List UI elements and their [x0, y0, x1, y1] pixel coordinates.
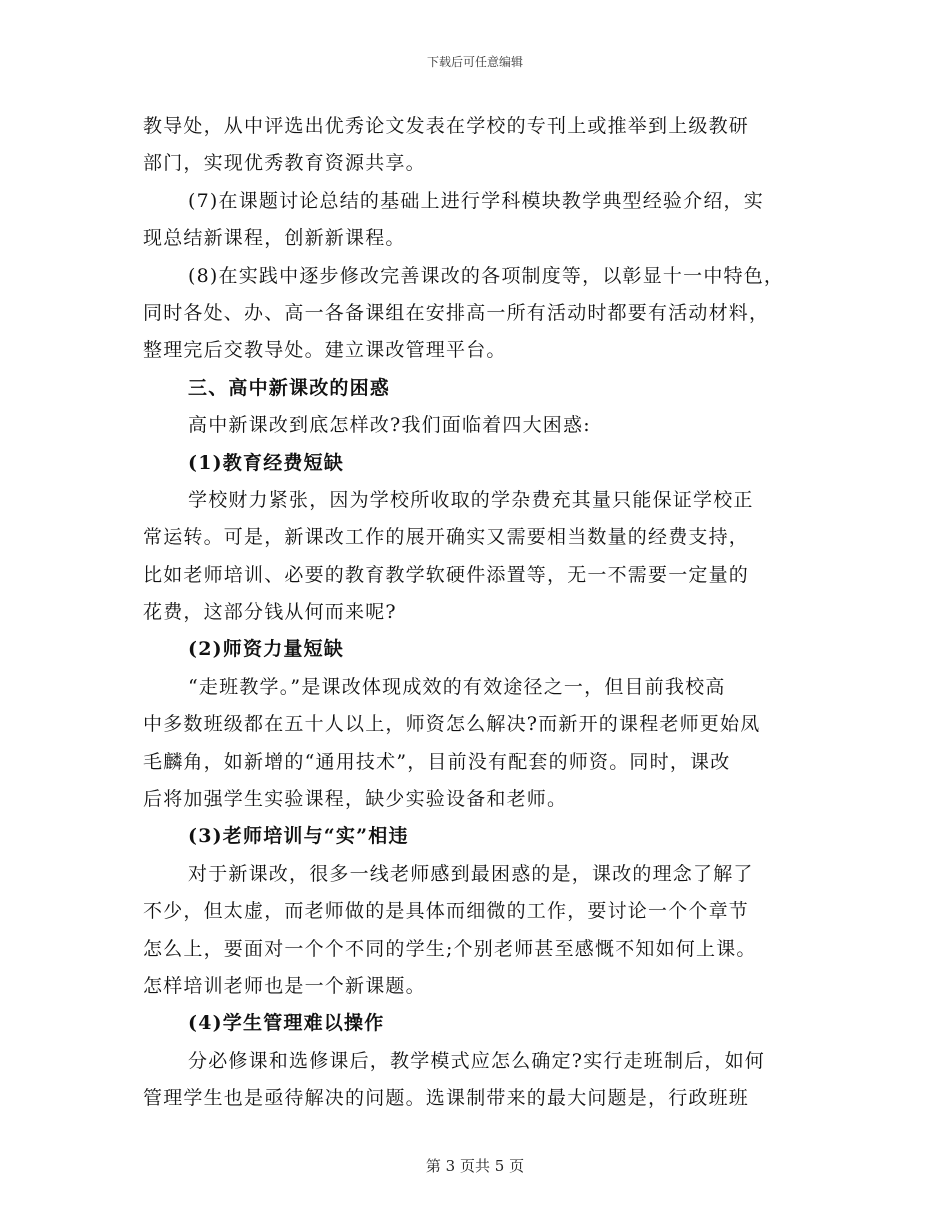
text-line: 毛麟角，如新增的“通用技术”，目前没有配套的师资。同时，课改: [143, 750, 731, 773]
text-line: 花费，这部分钱从何而来呢?: [143, 601, 397, 624]
text-line: 对于新课改，很多一线老师感到最困惑的是，课改的理念了解了: [188, 862, 754, 885]
section-heading: (4)学生管理难以操作: [188, 1012, 385, 1035]
text-line: 管理学生也是亟待解决的问题。选课制带来的最大问题是，行政班班: [143, 1087, 750, 1110]
text-line: (8)在实践中逐步修改完善课改的各项制度等，以彰显十一中特色，: [188, 264, 785, 287]
page-header: 下载后可任意编辑: [426, 55, 523, 69]
text-line: 部门，实现优秀教育资源共享。: [143, 152, 426, 175]
text-line: 不少，但太虚，而老师做的是具体而细微的工作，要讨论一个个章节: [143, 900, 750, 923]
text-line: “走班教学。”是课改体现成效的有效途径之一，但目前我校高: [188, 675, 726, 698]
section-heading: (1)教育经费短缺: [188, 451, 345, 474]
section-heading: (3)老师培训与“实”相违: [188, 825, 409, 848]
text-line: (7)在课题讨论总结的基础上进行学科模块教学典型经验介绍，实: [188, 189, 764, 212]
text-line: 后将加强学生实验课程，缺少实验设备和老师。: [143, 788, 568, 811]
text-line: 高中新课改到底怎样改?我们面临着四大困惑:: [188, 414, 591, 437]
text-line: 分必修课和选修课后，教学模式应怎么确定?实行走班制后，如何: [188, 1049, 765, 1072]
text-line: 怎么上，要面对一个个不同的学生;个别老师甚至感慨不知如何上课。: [143, 937, 757, 960]
text-line: 怎样培训老师也是一个新课题。: [143, 974, 426, 997]
text-line: 整理完后交教导处。建立课改管理平台。: [143, 339, 507, 362]
text-line: 中多数班级都在五十人以上，师资怎么解决?而新开的课程老师更始凤: [143, 713, 761, 736]
text-line: 同时各处、办、高一各备课组在安排高一所有活动时都要有活动材料，: [143, 301, 770, 324]
document-body: [143, 108, 813, 1118]
text-line: 常运转。可是，新课改工作的展开确实又需要相当数量的经费支持，: [143, 526, 750, 549]
text-line: 学校财力紧张，因为学校所收取的学杂费充其量只能保证学校正: [188, 488, 754, 511]
section-heading: 三、高中新课改的困惑: [188, 376, 391, 399]
section-heading: (2)师资力量短缺: [188, 638, 345, 661]
text-line: 教导处，从中评选出优秀论文发表在学校的专刊上或推举到上级教研: [143, 115, 750, 137]
text-line: 现总结新课程，创新新课程。: [143, 227, 406, 250]
text-line: 比如老师培训、必要的教育教学软硬件添置等，无一不需要一定量的: [143, 563, 750, 586]
page-footer: 第 3 页共 5 页: [425, 1157, 525, 1175]
